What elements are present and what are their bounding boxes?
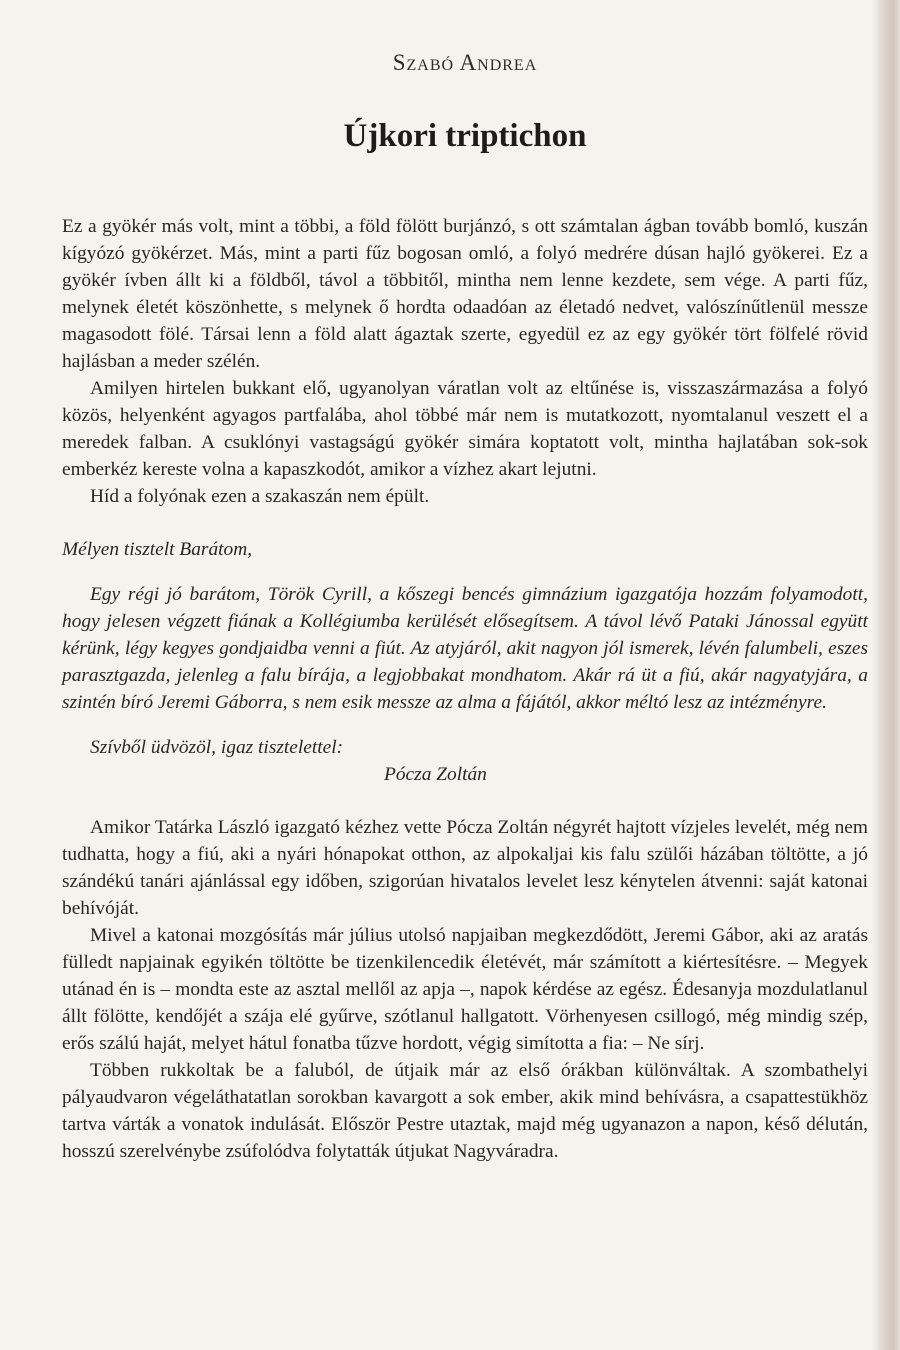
story-body: [62, 213, 868, 1165]
paragraph: Amikor Tatárka László igazgató kézhez vette Pócza Zoltán négyrét hajtott vízjeles levelét, még nem tudhatta, hogy a fiú, aki a nyári hónapokat otthon, az alpokaljai kis falu szülői házában töltötte, a jó szándékú tanári ajánlással egy időben, szigorúan hivatalos levelet lesz kénytelen átvenni: saját katonai behívóját.: [62, 817, 868, 919]
author-name: Szabó Andrea: [392, 50, 538, 75]
paragraph: Mivel a katonai mozgósítás már július utolsó napjaiban megkezdődött, Jeremi Gábor, aki az aratás fülledt napjainak egyikén töltötte be tizenkilencedik életévét, már számított a kiértesítésre. – Megyek utánad én is – mondta este az asztal mellől az apja –, napok kérdése az egész. Édesanyja mozdulatlanul állt fölötte, kendőjét a szája elé gyűrve, szótlanul hallgatott. Vörhenyesen csillogó, még mindig szép, erős szálú haját, melyet hátul fonatba tűzve hordott, végig simította a fia: – Ne sírj.: [62, 925, 868, 1054]
letter-body: Egy régi jó barátom, Török Cyrill, a kőszegi bencés gimnázium igazgatója hozzám folyamodott, hogy jelesen végzett fiának a Kollégiumba kerülését elősegítsem. A távol lévő Pataki Jánossal együtt kérünk, légy kegyes gondjaidba venni a fiút. Az atyjáról, akit nagyon jól ismerek, lévén falumbeli, eszes parasztgazda, jelenleg a falu bírája, a legjobbakat mondhatom. Akár rá üt a fiú, akár nagyatyjára, a szintén bíró Jeremi Gáborra, s nem esik messze az alma a fájától, akkor méltó lesz az intézményre.: [62, 584, 868, 713]
page-edge: [878, 0, 900, 1350]
letter-closing: Szívből üdvözöl, igaz tisztelettel:: [90, 737, 344, 758]
paragraph: Híd a folyónak ezen a szakaszán nem épült.: [90, 486, 430, 507]
story-title: Újkori triptichon: [343, 118, 587, 154]
paragraph: Amilyen hirtelen bukkant elő, ugyanolyan váratlan volt az eltűnése is, visszaszármazása a folyó közös, helyenként agyagos partfalába, ahol többé már nem is mutatkozott, nyomtalanul veszett el a meredek falban. A csuklónyi vastagságú gyökér simára koptatott volt, mintha hajlatában sok-sok emberkéz kereste volna a kapaszkodót, amikor a vízhez akart lejutni.: [62, 378, 868, 480]
book-page: [62, 0, 868, 1350]
letter-greeting: Mélyen tisztelt Barátom,: [62, 539, 253, 560]
paragraph: Többen rukkoltak be a faluból, de útjaik már az első órákban különváltak. A szombathelyi pályaudvaron végeláthatatlan sorokban kavargott a sok ember, akik mind behívásra, a csapattestükhöz tartva várták a vonatok indulását. Először Pestre utaztak, majd még ugyanazon a napon, késő délután, hosszú szerelvénybe zsúfolódva folytatták útjukat Nagyváradra.: [62, 1060, 868, 1162]
paragraph: Ez a gyökér más volt, mint a többi, a föld fölött burjánzó, s ott számtalan ágban tovább bomló, kuszán kígyózó gyökérzet. Más, mint a parti fűz bogosan omló, a folyó medrére dúsan hajló gyökerei. Ez a gyökér ívben állt ki a földből, távol a többitől, mintha nem lenne kezdete, sem vége. A parti fűz, melynek életét köszönhette, s melynek ő hordta odaadóan az életadó nedvet, valószínűtlenül messze magasodott fölé. Társai lenn a föld alatt ágaztak szerte, egyedül ez az egy gyökér tört fölfelé rövid hajlásban a meder szélén.: [62, 216, 868, 372]
letter-signature: Pócza Zoltán: [384, 764, 487, 785]
